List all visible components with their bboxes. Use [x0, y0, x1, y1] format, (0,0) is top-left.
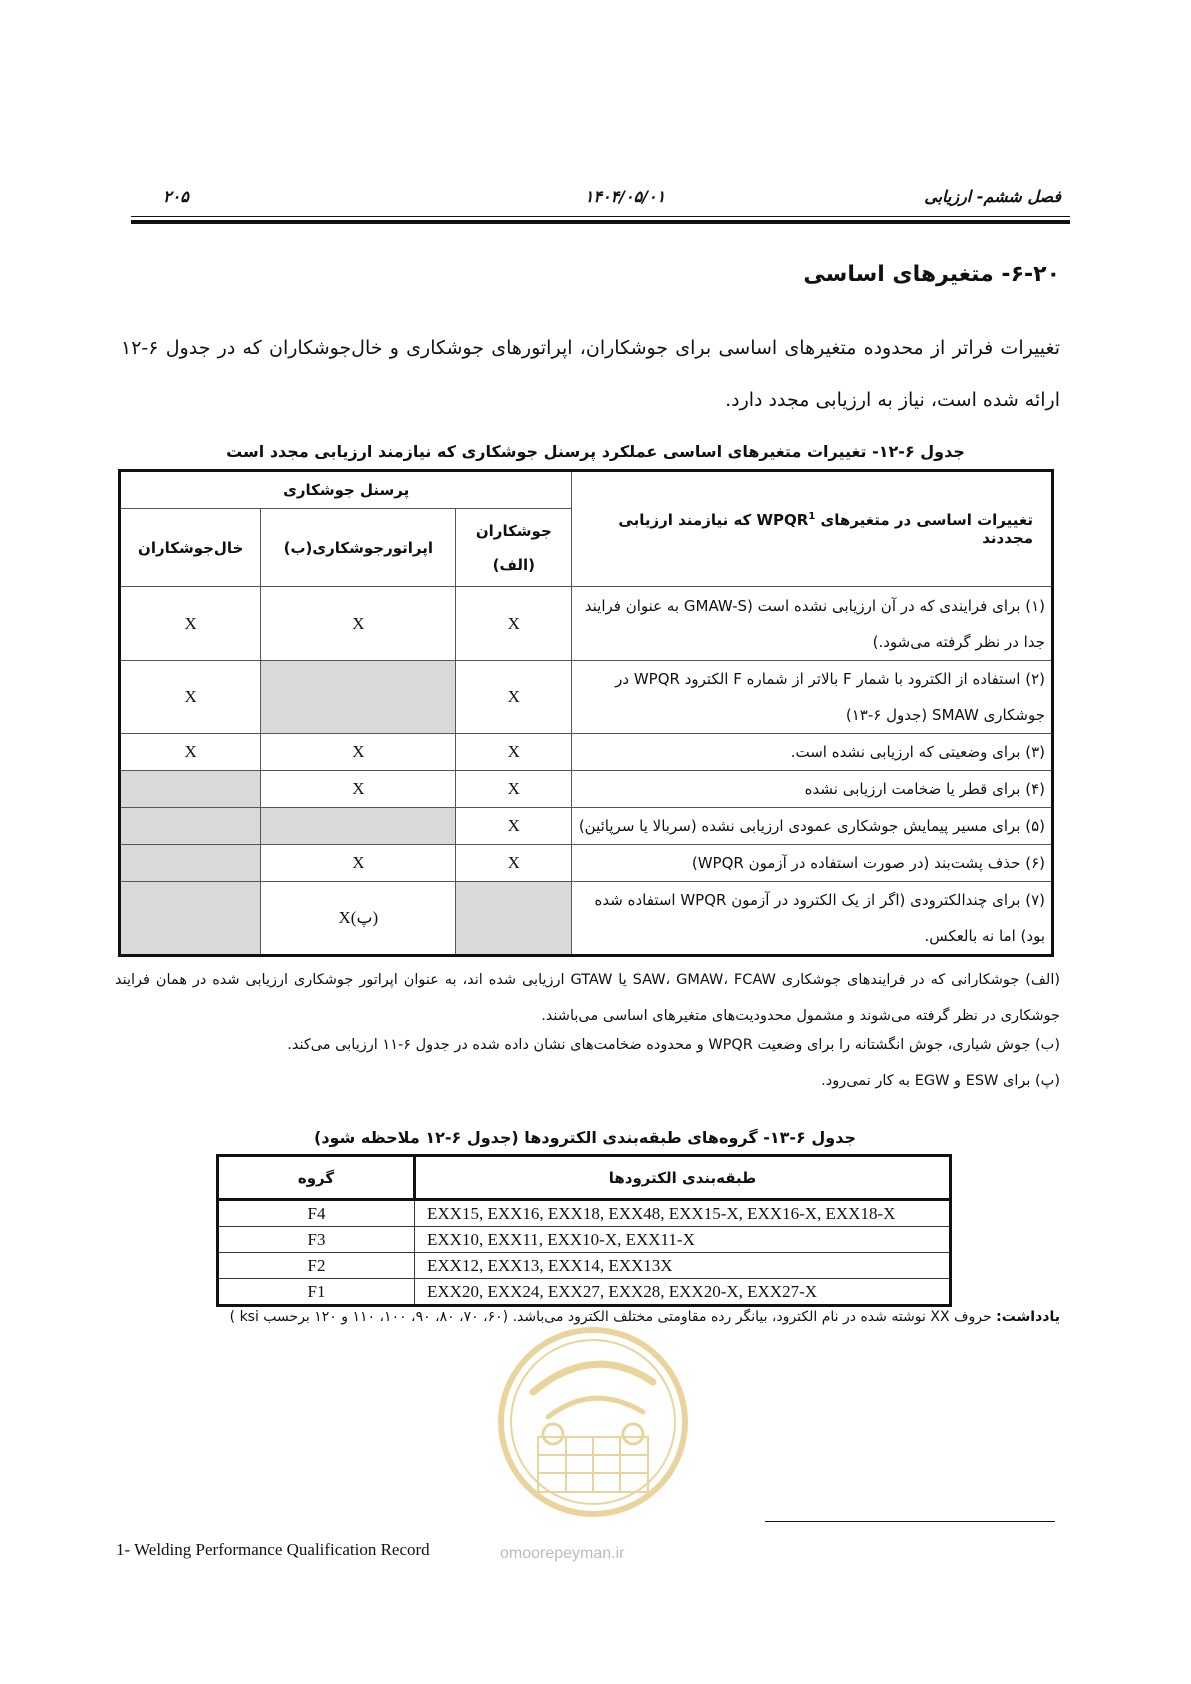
table-row [120, 845, 1053, 882]
cell-welders: X [456, 808, 572, 845]
table1-note-a: (الف) جوشکارانی که در فرایندهای جوشکاری SAW، GMAW، FCAW یا GTAW ارزیابی شده اند، به عنوان اپراتور جوشکاری ارزیابی شده در همان فرایند جوشکاری در نظر گرفته می‌شوند و مشمول محدودیت‌های متغیرهای اساسی می‌باشند. [115, 972, 1061, 1024]
row-requirement: (۵) برای مسیر پیمایش جوشکاری عمودی ارزیابی نشده (سربالا یا سرپائین) [572, 808, 1053, 845]
table1-note-b: (ب) جوش شیاری، جوش انگشتانه را برای وضعیت WPQR و محدوده ضخامت‌های نشان داده شده در جدول ۶-۱۱ ارزیابی می‌کند. [287, 1037, 1060, 1053]
header-welders [456, 509, 572, 587]
cell-operators [261, 882, 456, 956]
cell-welders: X [456, 771, 572, 808]
header-group: گروه [218, 1156, 415, 1200]
page-number: ۲۰۵ [163, 187, 189, 206]
electrode-groups-table [216, 1154, 952, 1307]
memo-label: یادداشت: [996, 1309, 1060, 1325]
header-welders-line2: (الف) [492, 555, 535, 574]
cell-tack: X [120, 661, 261, 734]
header-tack-welders: خال‌جوشکاران [120, 509, 261, 587]
section-title: ۶-۲۰- متغیرهای اساسی [803, 262, 1060, 287]
cell-tack: X [120, 734, 261, 771]
cell-classification: EXX12, EXX13, EXX14, EXX13X [415, 1253, 951, 1279]
row-requirement: (۳) برای وضعیتی که ارزیابی نشده است. [572, 734, 1053, 771]
header-changes-text: تغییرات اساسی در متغیرهای WPQR [756, 511, 1033, 529]
header-rule-thick [131, 220, 1070, 224]
header-changes-tail: که نیازمند ارزیابی مجددند [618, 511, 1033, 547]
table-row [120, 882, 1053, 956]
cell-operators: X [261, 587, 456, 661]
table1-caption: جدول ۶-۱۲- تغییرات متغیرهای اساسی عملکرد پرسنل جوشکاری که نیازمند ارزیابی مجدد است [226, 442, 965, 461]
cell-classification: EXX10, EXX11, EXX10-X, EXX11-X [415, 1227, 951, 1253]
cell-group: F3 [218, 1227, 415, 1253]
cell-tack [120, 771, 261, 808]
footnote-marker: 1 [808, 511, 816, 522]
cell-classification: EXX15, EXX16, EXX18, EXX48, EXX15-X, EXX16-X, EXX18-X [415, 1200, 951, 1227]
cell-operators [261, 808, 456, 845]
header-welding-operators: اپراتورجوشکاری(ب) [261, 509, 456, 587]
cell-group: F2 [218, 1253, 415, 1279]
table-row [218, 1279, 951, 1306]
row-requirement: (۷) برای چندالکترودی (اگر از یک الکترود در آزمون WPQR استفاده شده بود) اما نه بالعکس. [572, 882, 1053, 956]
cell-welders: X [456, 845, 572, 882]
essential-variables-table [118, 469, 1054, 957]
cell-operators [261, 661, 456, 734]
cell-operators: X [261, 771, 456, 808]
row-requirement: (۲) استفاده از الکترود با شمار F بالاتر از شماره F الکترود WPQR در جوشکاری SMAW (جدول ۶-۱۳) [572, 661, 1053, 734]
running-header-date: ۱۴۰۴/۰۵/۰۱ [584, 187, 666, 206]
memo-text: حروف XX نوشته شده در نام الکترود، بیانگر رده مقاومتی مختلف الکترود می‌باشد. (۶۰، ۷۰، ۸۰، ۹۰، ۱۰۰، ۱۱۰ و ۱۲۰ برحسب ksi ) [229, 1309, 997, 1325]
cell-tack [120, 808, 261, 845]
header-rule-thin [131, 216, 1070, 217]
cell-operators: X [261, 845, 456, 882]
cell-group: F4 [218, 1200, 415, 1227]
table-row [120, 808, 1053, 845]
cell-tack [120, 845, 261, 882]
cell-welders: X [456, 734, 572, 771]
cell-classification: EXX20, EXX24, EXX27, EXX28, EXX20-X, EXX27-X [415, 1279, 951, 1306]
table2-caption: جدول ۶-۱۳- گروه‌های طبقه‌بندی الکترودها (جدول ۶-۱۲ ملاحظه شود) [314, 1128, 856, 1147]
row-requirement: (۶) حذف پشت‌بند (در صورت استفاده در آزمون WPQR) [572, 845, 1053, 882]
table-row [120, 734, 1053, 771]
table-row [218, 1227, 951, 1253]
table-row [120, 771, 1053, 808]
cell-welders: X [456, 587, 572, 661]
intro-paragraph: تغییرات فراتر از محدوده متغیرهای اساسی برای جوشکاران، اپراتورهای جوشکاری و خال‌جوشکاران که در جدول ۶-۱۲ ارائه شده است، نیاز به ارزیابی مجدد دارد. [121, 337, 1060, 411]
row-requirement: (۱) برای فرایندی که در آن ارزیابی نشده است (GMAW-S به عنوان فرایند جدا در نظر گرفته می‌شود.) [572, 587, 1053, 661]
header-electrode-classification: طبقه‌بندی الکترودها [415, 1156, 951, 1200]
cell-tack: X [120, 587, 261, 661]
table1-note-c: (پ) برای ESW و EGW به کار نمی‌رود. [821, 1073, 1060, 1089]
cell-welders [456, 882, 572, 956]
cell-operators-value: X(پ) [338, 908, 379, 927]
cell-tack [120, 882, 261, 956]
header-essential-changes [572, 471, 1053, 587]
table-row [120, 587, 1053, 661]
table-row [218, 1253, 951, 1279]
watermark-logo [493, 1322, 693, 1532]
header-welders-line1: جوشکاران [475, 521, 552, 540]
running-header-chapter: فصل ششم- ارزیابی [924, 187, 1061, 206]
cell-group: F1 [218, 1279, 415, 1306]
footnote-rule [765, 1521, 1055, 1522]
row-requirement: (۴) برای قطر یا ضخامت ارزیابی نشده [572, 771, 1053, 808]
watermark-site: omoorepeyman.ir [500, 1545, 625, 1562]
header-welding-personnel: پرسنل جوشکاری [120, 471, 572, 509]
footnote: 1- Welding Performance Qualification Record [116, 1540, 430, 1559]
cell-operators: X [261, 734, 456, 771]
table-row [218, 1200, 951, 1227]
table-row [120, 661, 1053, 734]
cell-welders: X [456, 661, 572, 734]
